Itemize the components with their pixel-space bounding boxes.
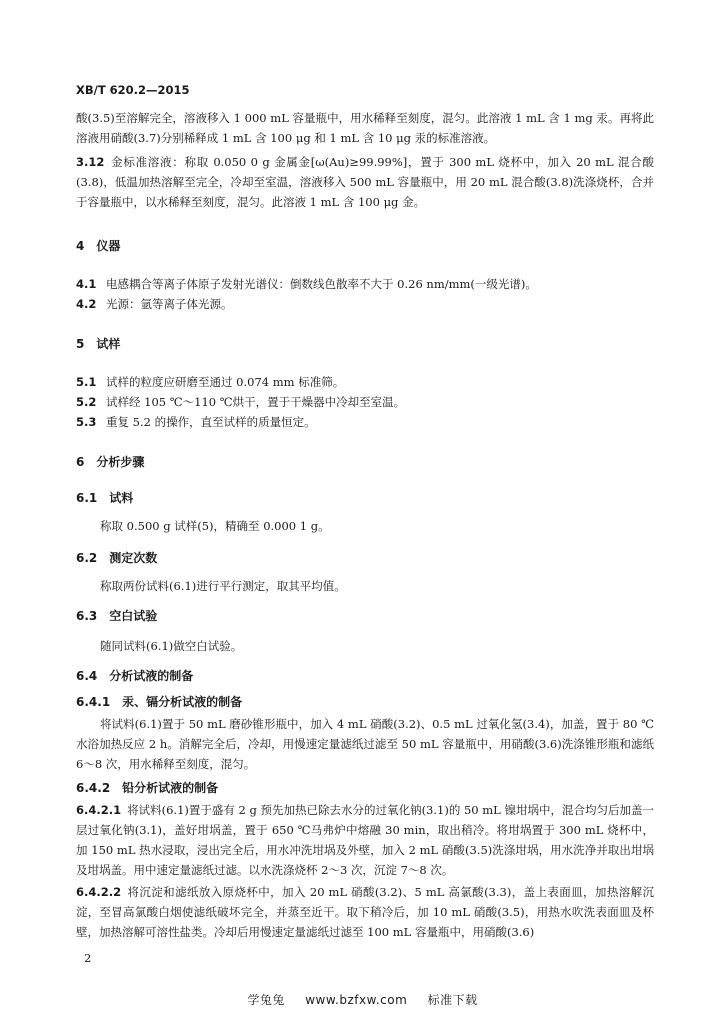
clause-number: 4.2 [76,297,97,311]
subsection-heading: 6.4 分析试液的制备 [76,669,194,683]
clause-3-12 [76,152,654,212]
clause-text: 试样的粒度应研磨至通过 0.074 mm 标准筛。 [106,375,345,389]
section-6-heading [76,452,654,472]
clause-4-2 [76,294,654,314]
subsection-heading: 6.4.2 铅分析试液的制备 [76,781,219,795]
subsection-heading: 6.1 试料 [76,491,134,505]
clause-6-4-2-1 [76,800,654,880]
paragraph-text: 将试料(6.1)置于 50 mL 磨砂锥形瓶中，加入 4 mL 硝酸(3.2)、0.5 mL 过氧化氢(3.4)，加盖，置于 80 ℃水浴加热反应 2 h。消解完全后，冷却，用慢速定量滤纸过滤至 50 mL 容量瓶中，用硝酸(3.6)洗涤锥形瓶和滤纸 6～8 次，用水稀释至刻度，混匀。 [76,717,654,771]
section-6-4-2-heading [76,778,654,798]
section-heading: 4 仪器 [76,239,121,253]
clause-text: 将沉淀和滤纸放入原烧杯中，加入 20 mL 硝酸(3.2)、5 mL 高氯酸(3.3)，盖上表面皿，加热溶解沉淀，至冒高氯酸白烟使滤纸破坏完全，并蒸至近干。取下稍冷后，加 10 mL 硝酸(3.5)，用热水吹洗表面皿及杯壁，加热溶解可溶性盐类。冷却后用慢速定量滤纸过滤至 100 mL 容量瓶中，用硝酸(3.6) [76,885,654,939]
paragraph-text: 称取 0.500 g 试样(5)，精确至 0.000 1 g。 [100,519,330,533]
standard-number-header: XB/T 620.2—2015 [76,83,190,97]
clause-number: 6.4.2.1 [76,803,122,817]
paragraph-continued [76,108,654,148]
section-heading: 5 试样 [76,337,121,351]
subsection-heading: 6.3 空白试验 [76,609,158,623]
clause-number: 5.3 [76,415,97,429]
section-5-heading [76,334,654,354]
clause-text: 电感耦合等离子体原子发射光谱仪：倒数线色散率不大于 0.26 nm/mm(一级光谱)。 [106,277,537,291]
section-heading: 6 分析步骤 [76,455,145,469]
clause-number: 6.4.2.2 [76,885,122,899]
footer-tagline: 标准下载 [427,993,478,1007]
paragraph-text: 称取两份试料(6.1)进行平行测定，取其平均值。 [100,579,346,593]
clause-text: 金标准溶液：称取 0.050 0 g 金属金[ω(Au)≥99.99%]，置于 300 mL 烧杯中，加入 20 mL 混合酸(3.8)，低温加热溶解至完全，冷却至室温，溶液移入 500 mL 容量瓶中，用 20 mL 混合酸(3.8)洗涤烧杯，合并于容量瓶中，以水稀释至刻度，混匀。此溶液 1 mL 含 100 μg 金。 [76,155,654,209]
footer-url[interactable]: www.bzfxw.com [305,993,408,1007]
clause-number: 4.1 [76,277,97,291]
clause-6-4-2-2 [76,882,654,942]
subsection-heading: 6.2 测定次数 [76,551,158,565]
clause-number: 5.1 [76,375,97,389]
section-6-2-heading [76,548,654,568]
section-6-4-heading [76,666,654,686]
subsection-heading: 6.4.1 汞、镉分析试液的制备 [76,695,243,709]
footer-site-name: 学兔兔 [247,993,285,1007]
clause-text: 光源：氩等离子体光源。 [106,297,233,311]
paragraph-6-1 [76,516,654,536]
clause-text: 试样经 105 ℃～110 ℃烘干，置于干燥器中冷却至室温。 [106,395,406,409]
clause-number: 5.2 [76,395,97,409]
clause-text: 重复 5.2 的操作，直至试样的质量恒定。 [106,415,316,429]
paragraph-6-4-1 [76,714,654,774]
clause-5-2 [76,392,654,412]
clause-number: 3.12 [76,155,105,169]
clause-text: 将试料(6.1)置于盛有 2 g 预先加热已除去水分的过氧化钠(3.1)的 50 mL 镍坩埚中，混合均匀后加盖一层过氧化钠(3.1)，盖好坩埚盖，置于 650 ℃马弗炉中熔融 30 min，取出稍冷。将坩埚置于 300 mL 烧杯中，加 150 mL 热水浸取，浸出完全后，用水冲洗坩埚及外壁，加入 2 mL 硝酸(3.5)洗涤坩埚，用水洗净并取出坩埚及坩埚盖。用中速定量滤纸过滤。以水洗涤烧杯 2～3 次，沉淀 7～8 次。 [76,803,654,877]
clause-4-1 [76,274,654,294]
section-4-heading [76,236,654,256]
clause-5-1 [76,372,654,392]
paragraph-6-3 [76,636,654,656]
paragraph-text: 酸(3.5)至溶解完全，溶液移入 1 000 mL 容量瓶中，用水稀释至刻度，混匀。此溶液 1 mL 含 1 mg 汞。再将此溶液用硝酸(3.7)分别稀释成 1 mL 含 100 μg 和 1 mL 含 10 μg 汞的标准溶液。 [76,111,654,145]
section-6-1-heading [76,488,654,508]
page-number: 2 [84,951,92,965]
paragraph-text: 随同试料(6.1)做空白试验。 [100,639,243,653]
clause-5-3 [76,412,654,432]
paragraph-6-2 [76,576,654,596]
section-6-4-1-heading [76,692,654,712]
section-6-3-heading [76,606,654,626]
footer-watermark [0,990,725,1010]
